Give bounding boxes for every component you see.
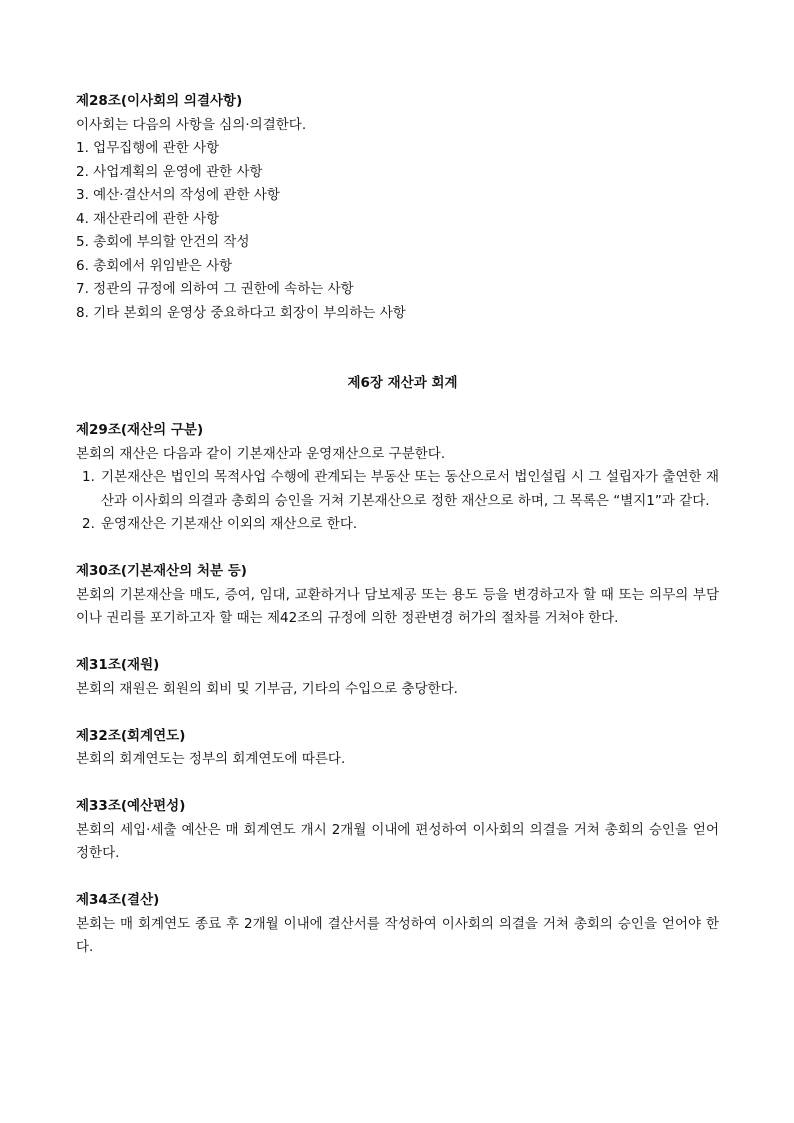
- list-item-text: 기본재산은 법인의 목적사업 수행에 관계되는 부동산 또는 동산으로서 법인설립 시 그 설립자가 출연한 재산과 이사회의 의결과 총회의 승인을 거쳐 기본재산으로 정한 재산으로 하며, 그 목록은 “별지1”과 같다.: [101, 469, 719, 509]
- list-item-number: 1.: [82, 469, 95, 485]
- article-34-title: 제34조(결산): [76, 892, 160, 908]
- article-28-title: 제28조(이사회의 의결사항): [76, 93, 243, 109]
- spacer: [76, 325, 719, 372]
- spacer: [76, 631, 719, 655]
- article-28-intro: 이사회는 다음의 사항을 심의·의결한다.: [76, 116, 307, 133]
- article-34-body: 본회는 매 회계연도 종료 후 2개월 이내에 결산서를 작성하여 이사회의 의결을 거쳐 총회의 승인을 얻어야 한다.: [76, 915, 719, 955]
- list-item-text: 운영재산은 기본재산 이외의 재산으로 한다.: [101, 516, 358, 532]
- document-page: [76, 90, 719, 960]
- list-item: 7. 정관의 규정에 의하여 그 권한에 속하는 사항: [76, 281, 354, 297]
- article-34: [76, 889, 719, 960]
- spacer: [76, 701, 719, 725]
- article-33-title: 제33조(예산편성): [76, 798, 186, 814]
- list-item: 4. 재산관리에 관한 사항: [76, 210, 220, 227]
- article-32: [76, 725, 719, 772]
- article-31-body: 본회의 재원은 회원의 회비 및 기부금, 기타의 수입으로 충당한다.: [76, 680, 458, 697]
- list-item-number: 2.: [82, 516, 95, 532]
- list-item: 8. 기타 본회의 운영상 중요하다고 회장이 부의하는 사항: [76, 304, 406, 321]
- article-31: [76, 654, 719, 701]
- list-item: 1. 업무집행에 관한 사항: [76, 140, 220, 156]
- list-item: 5. 총회에 부의할 안건의 작성: [76, 234, 250, 250]
- list-item: [76, 466, 719, 513]
- article-29-intro: 본회의 재산은 다음과 같이 기본재산과 운영재산으로 구분한다.: [76, 445, 446, 462]
- article-29-list: [76, 466, 719, 537]
- article-28-list: [76, 137, 719, 325]
- list-item: 3. 예산·결산서의 작성에 관한 사항: [76, 187, 280, 203]
- article-29-title: 제29조(재산의 구분): [76, 422, 204, 438]
- article-30-title: 제30조(기본재산의 처분 등): [76, 563, 247, 579]
- spacer: [76, 772, 719, 796]
- article-32-body: 본회의 회계연도는 정부의 회계연도에 따른다.: [76, 751, 346, 767]
- chapter-title: 제6장 재산과 회계: [347, 375, 458, 391]
- article-33: [76, 795, 719, 866]
- article-32-title: 제32조(회계연도): [76, 727, 186, 744]
- article-29: [76, 419, 719, 537]
- list-item: [76, 513, 719, 537]
- list-item: 6. 총회에서 위임받은 사항: [76, 257, 233, 274]
- article-33-body: 본회의 세입·세출 예산은 매 회계연도 개시 2개월 이내에 편성하여 이사회의 의결을 거쳐 총회의 승인을 얻어 정한다.: [76, 821, 719, 861]
- spacer: [76, 537, 719, 561]
- article-30: [76, 560, 719, 631]
- list-item: 2. 사업계획의 운영에 관한 사항: [76, 163, 263, 180]
- article-28: [76, 90, 719, 325]
- article-30-body: 본회의 기본재산을 매도, 증여, 임대, 교환하거나 담보제공 또는 용도 등을 변경하고자 할 때 또는 의무의 부담이나 권리를 포기하고자 할 때는 제42조의 규정에 의한 정관변경 허가의 절차를 거쳐야 한다.: [76, 586, 719, 626]
- spacer: [76, 866, 719, 890]
- article-31-title: 제31조(재원): [76, 657, 160, 673]
- spacer: [76, 396, 719, 420]
